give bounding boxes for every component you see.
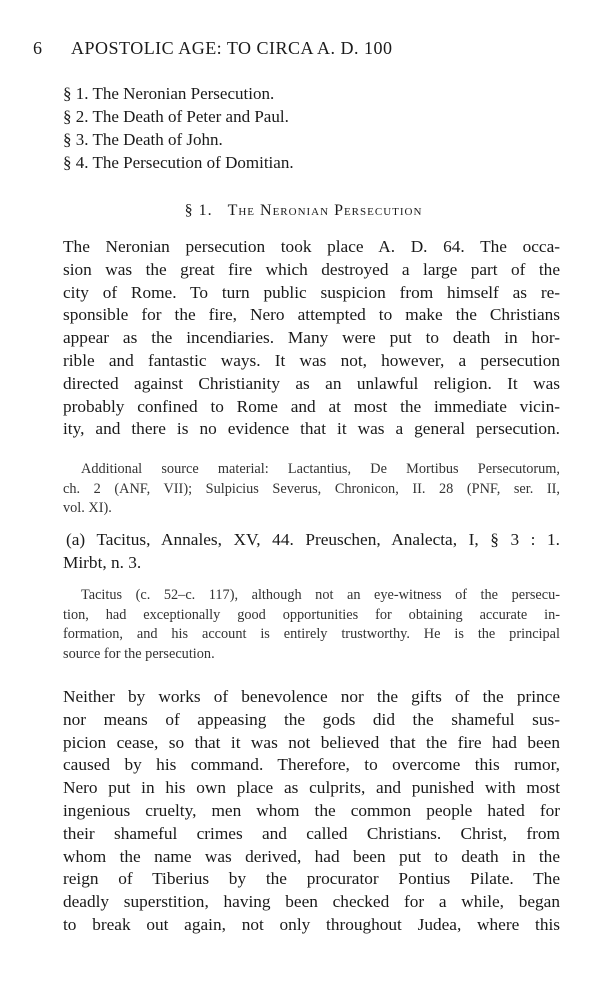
text-line: city of Rome. To turn public suspicion from himself as re-: [63, 282, 560, 302]
toc-item: § 1. The Neronian Persecution.: [63, 84, 275, 103]
text-line: ity, and there is no evidence that it was a general persecution.: [63, 419, 560, 439]
commentary-note: [63, 586, 560, 665]
toc-item: § 4. The Persecution of Domitian.: [63, 153, 294, 172]
note-line: formation, and his account is entirely trustworthy. He is the principal: [63, 626, 560, 643]
text-line: sion was the great fire which destroyed a large part of the: [63, 259, 560, 279]
note-line: ch. 2 (ANF, VII); Sulpicius Severus, Chronicon, II. 28 (PNF, ser. II,: [63, 480, 560, 497]
text-line: sponsible for the fire, Nero attempted to make the Christians: [63, 305, 560, 325]
text-line: their shameful crimes and called Christians. Christ, from: [63, 823, 560, 843]
text-line: reign of Tiberius by the procurator Pontius Pilate. The: [63, 869, 560, 889]
reference-line: Mirbt, n. 3.: [63, 553, 142, 572]
text-line: probably confined to Rome and at most the immediate vicin-: [63, 396, 560, 416]
page-number: 6: [33, 38, 43, 58]
text-line: caused by his command. Therefore, to overcome this rumor,: [63, 755, 560, 775]
text-line: picion cease, so that it was not believed that the fire had been: [63, 732, 560, 752]
text-line: to break out again, not only throughout Judea, where this: [63, 914, 560, 934]
source-note: [63, 460, 560, 519]
text-line: appear as the incendiaries. Many were put to death in hor-: [63, 328, 560, 348]
toc-item: § 2. The Death of Peter and Paul.: [63, 107, 289, 126]
section-number: § 1.: [184, 202, 213, 219]
text-line: rible and fantastic ways. It was not, however, a persecution: [63, 350, 560, 370]
text-line: The Neronian persecution took place A. D. 64. The occa-: [63, 237, 560, 256]
source-reference: [63, 528, 560, 574]
note-line: vol. XI).: [63, 500, 112, 517]
section-heading: [0, 202, 607, 220]
toc-item: § 3. The Death of John.: [63, 130, 223, 149]
text-line: ingenious cruelty, men whom the common people hated for: [63, 800, 560, 820]
text-line: directed against Christianity as an unlawful religion. It was: [63, 373, 560, 393]
reference-line: (a) Tacitus, Annales, XV, 44. Preuschen, Analecta, I, § 3 : 1.: [66, 530, 560, 549]
text-line: Nero put in his own place as culprits, and punished with most: [63, 778, 560, 798]
note-line: Additional source material: Lactantius, De Mortibus Persecutorum,: [81, 461, 560, 477]
text-line: nor means of appeasing the gods did the shameful sus-: [63, 709, 560, 729]
note-line: source for the persecution.: [63, 646, 215, 663]
running-title: APOSTOLIC AGE: TO CIRCA A. D. 100: [71, 38, 393, 58]
note-line: Tacitus (c. 52–c. 117), although not an eye-witness of the persecu-: [81, 587, 560, 603]
text-line: whom the name was derived, had been put to death in the: [63, 846, 560, 866]
section-title: The Neronian Persecution: [227, 202, 423, 219]
paragraph-intro: [63, 236, 560, 441]
paragraph-tacitus-quote: [63, 686, 560, 937]
text-line: deadly superstition, having been checked for a while, began: [63, 892, 560, 912]
table-of-contents: [63, 82, 560, 174]
note-line: tion, had exceptionally good opportunities for obtaining accurate in-: [63, 606, 560, 623]
text-line: Neither by works of benevolence nor the gifts of the prince: [63, 687, 560, 706]
